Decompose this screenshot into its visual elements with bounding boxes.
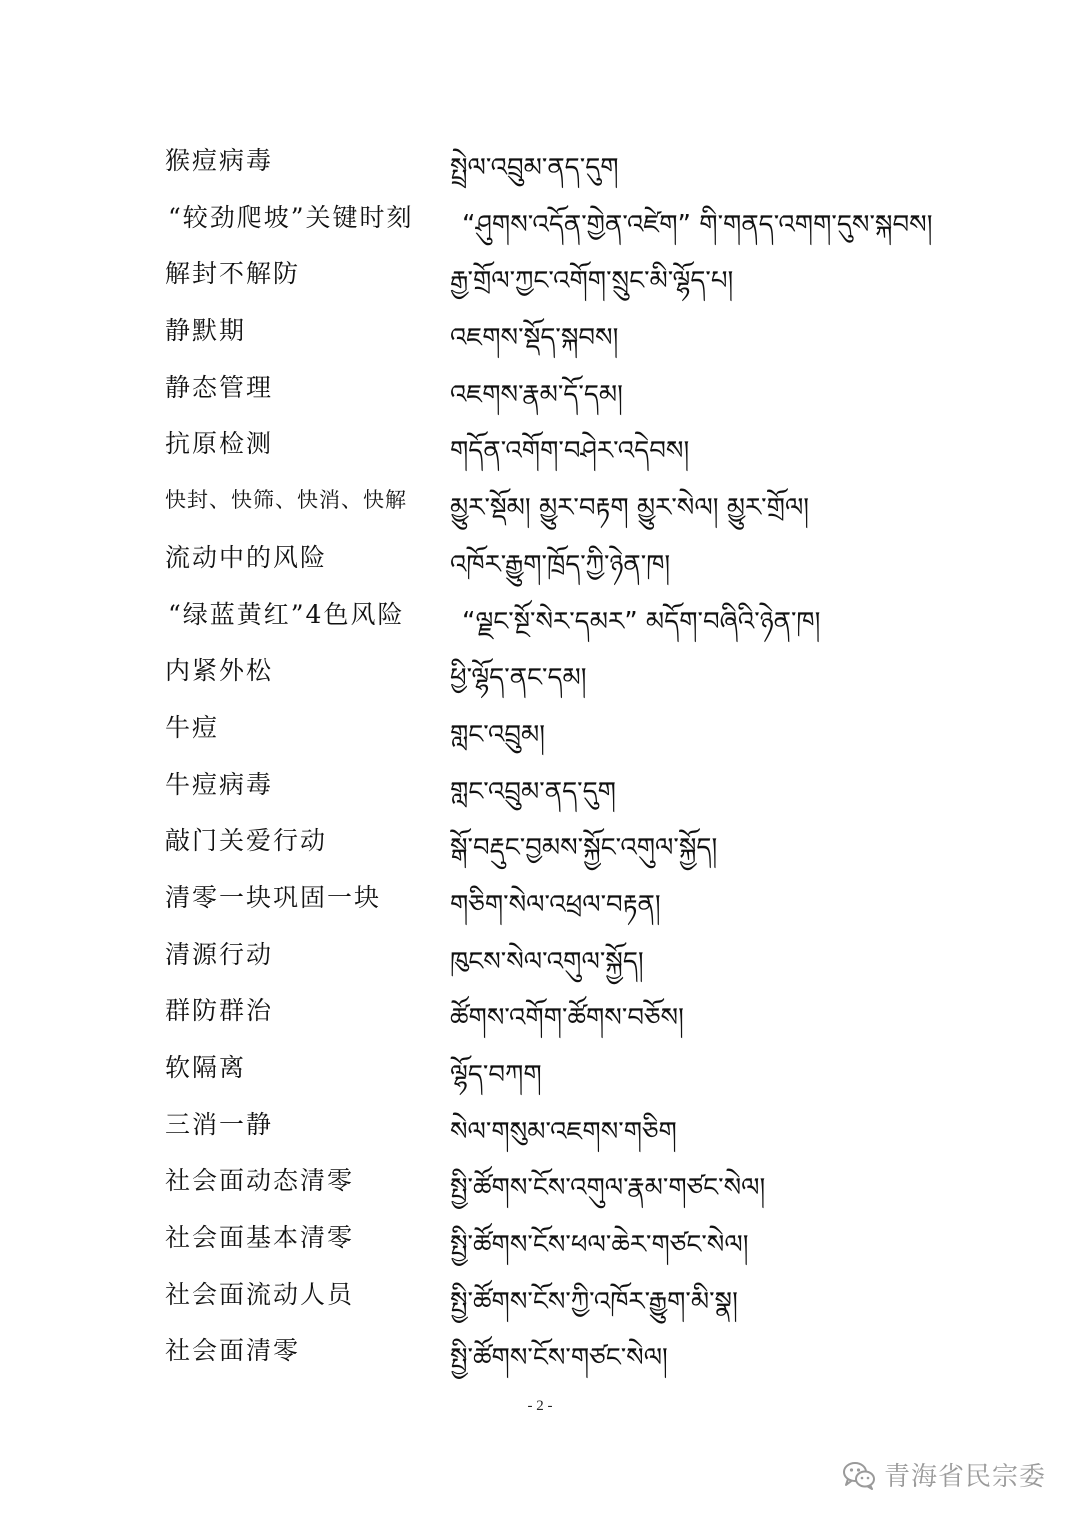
glossary-row: [0, 301, 1080, 358]
tibetan-term: གཅིག་སེལ་འཕྲལ་བརྟན།: [450, 889, 661, 920]
tibetan-term: སེལ་གསུམ་འཇགས་གཅིག: [450, 1116, 677, 1147]
glossary-row: [0, 585, 1080, 642]
glossary-row: [0, 358, 1080, 415]
chinese-term: 快封、快筛、快消、快解: [165, 488, 407, 513]
glossary-row: [0, 868, 1080, 925]
tibetan-term: “ཤུགས་འདོན་གྱེན་འཛེག” གི་གནད་འགག་དུས་སྐབས།: [462, 209, 932, 240]
chinese-term: 流动中的风险: [165, 542, 328, 572]
chinese-term: 静默期: [165, 316, 247, 346]
chinese-term: 解封不解防: [165, 259, 301, 289]
glossary-row: [0, 641, 1080, 698]
tibetan-term: སྤྱི་ཚོགས་ངོས་འགུལ་རྣམ་གཙང་སེལ།: [450, 1173, 766, 1204]
glossary-list: [0, 131, 1080, 1378]
chinese-term: 群防群治: [165, 996, 274, 1026]
glossary-row: [0, 925, 1080, 982]
glossary-row: [0, 528, 1080, 585]
tibetan-term: སྤྱི་ཚོགས་ངོས་གཙང་སེལ།: [450, 1343, 668, 1374]
chinese-term: 社会面基本清零: [165, 1223, 355, 1253]
tibetan-term: འཇགས་སྡོད་སྐབས།: [450, 323, 619, 354]
tibetan-term: སྤྲེལ་འབྲུམ་ནད་དུག: [450, 153, 619, 183]
tibetan-term: གླང་འབྲུམ་ནད་དུག: [450, 776, 616, 807]
chinese-term: 牛痘病毒: [165, 769, 274, 799]
chinese-term: 清源行动: [165, 939, 274, 969]
glossary-row: [0, 244, 1080, 301]
glossary-row: [0, 188, 1080, 245]
tibetan-term: རྒྱ་གྲོལ་ཀྱང་འགོག་སྲུང་མི་ལྷོད་པ།: [450, 266, 734, 297]
chinese-term: 社会面动态清零: [165, 1166, 355, 1196]
glossary-row: [0, 811, 1080, 868]
glossary-row: [0, 471, 1080, 528]
chinese-term: 内紧外松: [165, 656, 274, 686]
chinese-term: 牛痘: [165, 712, 220, 742]
chinese-term: 猴痘病毒: [165, 146, 274, 175]
glossary-row: [0, 755, 1080, 812]
glossary-row: [0, 131, 1080, 188]
glossary-row: [0, 981, 1080, 1038]
glossary-row: [0, 1208, 1080, 1265]
tibetan-term: གླང་འབྲུམ།: [450, 719, 546, 750]
chinese-term: 清零一块巩固一块: [165, 882, 382, 912]
chinese-term: 敲门关爱行动: [165, 826, 328, 856]
chinese-term: 软隔离: [165, 1053, 247, 1082]
chinese-term: 抗原检测: [165, 429, 274, 459]
chinese-term: 三消一静: [165, 1109, 274, 1139]
glossary-row: [0, 1321, 1080, 1378]
chinese-term: 社会面流动人员: [165, 1279, 355, 1309]
tibetan-term: “ལྗང་སྔོ་སེར་དམར” མདོག་བཞིའི་ཉེན་ཁ།: [462, 606, 821, 637]
chinese-term: 静态管理: [165, 372, 274, 402]
wechat-icon: [842, 1460, 876, 1490]
glossary-row: [0, 698, 1080, 755]
tibetan-term: སྒོ་བརྡུང་བྱམས་སྐྱོང་འགུལ་སྐྱོད།: [450, 833, 718, 864]
tibetan-term: གདོན་འགོག་བཤེར་འདེབས།: [450, 436, 690, 467]
glossary-row: [0, 1038, 1080, 1095]
tibetan-term: ཚོགས་འགོག་ཚོགས་བཅོས།: [450, 1003, 684, 1034]
glossary-row: [0, 1265, 1080, 1322]
tibetan-term: ལྷོད་བཀག: [450, 1060, 542, 1090]
watermark-text: 青海省民宗委: [883, 1462, 1046, 1492]
tibetan-term: འཇགས་རྣམ་དོ་དམ།: [450, 379, 623, 410]
glossary-row: [0, 1151, 1080, 1208]
chinese-term: 社会面清零: [165, 1336, 301, 1366]
tibetan-term: སྤྱི་ཚོགས་ངོས་ཕལ་ཆེར་གཙང་སེལ།: [450, 1230, 749, 1261]
chinese-term: “较劲爬坡”关键时刻: [168, 202, 414, 232]
tibetan-term: འཁོར་རྒྱུག་ཁྲོད་ཀྱི་ཉེན་ཁ།: [450, 549, 671, 580]
glossary-row: [0, 414, 1080, 471]
tibetan-term: སྤྱི་ཚོགས་ངོས་ཀྱི་འཁོར་རྒྱུག་མི་སྣ།: [450, 1286, 738, 1317]
watermark: [842, 1456, 1046, 1493]
tibetan-term: ཁུངས་སེལ་འགུལ་སྐྱོད།: [450, 946, 644, 977]
tibetan-term: ཕྱི་ལྷོད་ནང་དམ།: [450, 663, 587, 694]
chinese-term: “绿蓝黄红”4色风险: [168, 599, 405, 629]
glossary-row: [0, 1095, 1080, 1152]
tibetan-term: མྱུར་སྡོམ། མྱུར་བརྟག མྱུར་སེལ། མྱུར་གྲོལ།: [450, 493, 810, 524]
page-number: - 2 -: [527, 1398, 553, 1414]
